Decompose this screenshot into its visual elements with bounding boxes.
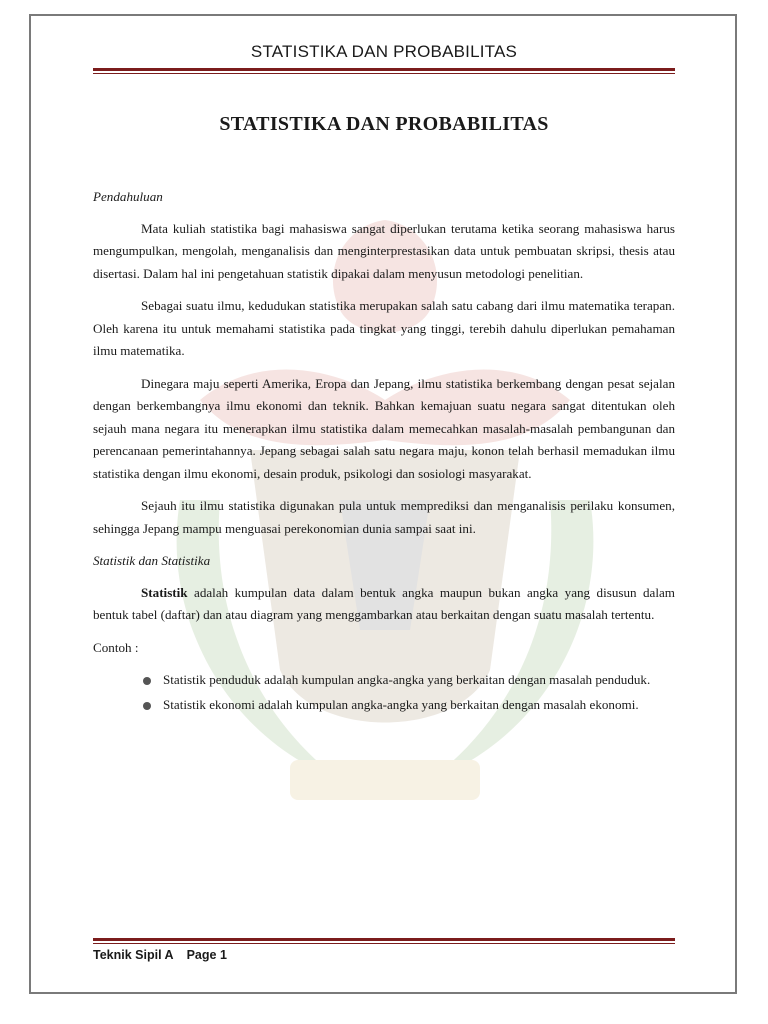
example-list — [93, 669, 675, 716]
paragraph: Dinegara maju seperti Amerika, Eropa dan Jepang, ilmu statistika berkembang dengan pesat sejalan dengan berkembangnya ilmu ekonomi dan teknik. Bahkan kemajuan suatu negara sangat ditentukan oleh sejauh mana negara itu menerapkan ilmu statistika dalam memecahkan masalah-masalah pembangunan dan perencanaan pemerintahannya. Jepang sebagai salah satu negara maju, konon telah berhasil memadukan ilmu statistika dengan ilmu ekonomi, desain produk, psikologi dan sosiologi masyarakat. — [93, 375, 675, 481]
footer-rule — [93, 938, 675, 944]
header-rule — [93, 68, 675, 74]
list-item: Statistik penduduk adalah kumpulan angka-angka yang berkaitan dengan masalah penduduk. — [93, 669, 675, 692]
paragraph: Sebagai suatu ilmu, kedudukan statistika merupakan salah satu cabang dari ilmu matematika terapan. Oleh karena itu untuk memahami statistika pada tingkat yang tinggi, terebih dahulu diperlukan pemahaman ilmu matematika. — [93, 298, 675, 358]
definition-text: adalah kumpulan data dalam bentuk angka maupun bukan angka yang disusun dalam bentuk tabel (daftar) dan atau diagram yang menggambarkan atau berkaitan dengan suatu masalah tertentu. — [93, 584, 675, 622]
paragraph: Sejauh itu ilmu statistika digunakan pula untuk memprediksi dan menganalisis perilaku konsumen, sehingga Jepang mampu menguasai perekonomian dunia sampai saat ini. — [93, 498, 675, 536]
bullet-icon — [143, 677, 151, 685]
document-body — [93, 186, 675, 718]
definition-paragraph — [93, 582, 675, 627]
footer-label: Teknik Sipil A — [93, 948, 174, 962]
page-number: Page 1 — [186, 948, 227, 962]
definition-term: Statistik — [141, 584, 188, 600]
example-label: Contoh : — [93, 639, 139, 655]
document-title: STATISTIKA DAN PROBABILITAS — [219, 113, 549, 135]
running-header-title: STATISTIKA DAN PROBABILITAS — [250, 42, 518, 61]
section-heading-statistik: Statistik dan Statistika — [93, 553, 211, 568]
paragraph: Mata kuliah statistika bagi mahasiswa sangat diperlukan terutama ketika seorang mahasiswa harus mengumpulkan, mengolah, menganalisis dan menginterprestasikan data untuk pembuatan skripsi, thesis atau disertasi. Dalam hal ini pengetahuan statistik dipakai dalam menyusun metodologi penelitian. — [93, 220, 675, 281]
page-footer — [93, 948, 227, 962]
bullet-icon — [143, 702, 151, 710]
section-heading-pendahuluan: Pendahuluan — [93, 189, 163, 204]
list-item: Statistik ekonomi adalah kumpulan angka-angka yang berkaitan dengan masalah ekonomi. — [93, 694, 675, 717]
